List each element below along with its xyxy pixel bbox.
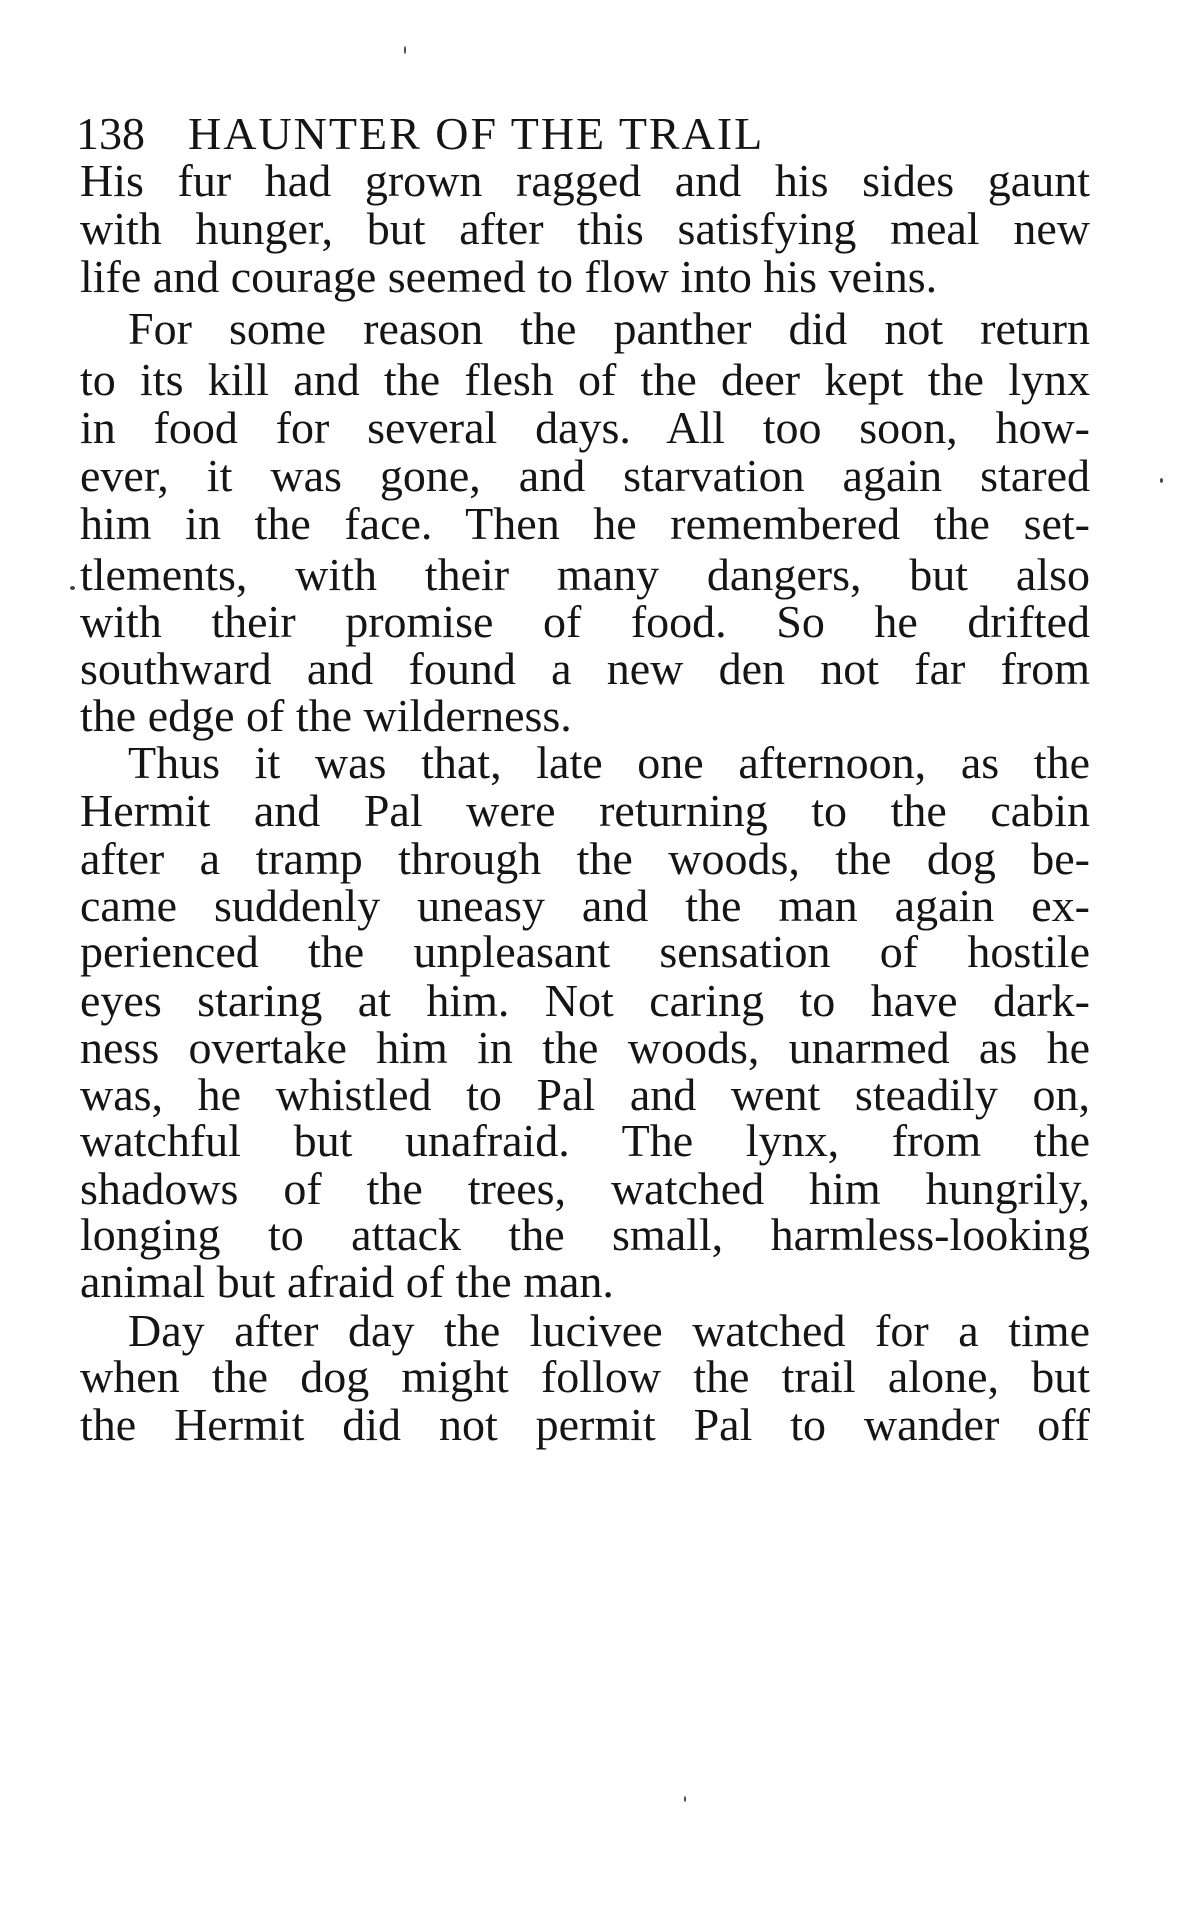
paragraph-first-line: For some reason the panther did not return [128, 303, 1090, 354]
scan-speck [404, 46, 406, 54]
text-line: the edge of the wilderness. [80, 690, 572, 741]
paragraph-first-line: Day after day the lucivee watched for a time [128, 1305, 1090, 1356]
text-line: perienced the unpleasant sensation of hostile [80, 926, 1090, 977]
scan-speck [1160, 478, 1163, 483]
text-line: after a tramp through the woods, the dog be- [80, 833, 1090, 884]
scan-speck [70, 586, 75, 590]
page-number: 138 [76, 108, 145, 159]
text-line: was, he whistled to Pal and went steadily on, [80, 1069, 1090, 1120]
text-line: came suddenly uneasy and the man again ex- [80, 880, 1090, 931]
text-line: ness overtake him in the woods, unarmed as he [80, 1022, 1090, 1073]
text-line: to its kill and the flesh of the deer kept the lynx [80, 354, 1090, 405]
text-line: southward and found a new den not far from [80, 643, 1090, 694]
paragraph-first-line: Thus it was that, late one afternoon, as the [128, 737, 1090, 788]
text-line: animal but afraid of the man. [80, 1256, 614, 1307]
text-line: watchful but unafraid. The lynx, from the [80, 1115, 1090, 1166]
running-title: HAUNTER OF THE TRAIL [188, 108, 765, 159]
text-line: when the dog might follow the trail alone, but [80, 1351, 1090, 1402]
text-line: life and courage seemed to flow into his veins. [80, 251, 938, 302]
text-line: the Hermit did not permit Pal to wander off [80, 1399, 1090, 1450]
text-line: with their promise of food. So he drifted [80, 596, 1090, 647]
text-line: him in the face. Then he remembered the set- [80, 498, 1090, 549]
text-line: longing to attack the small, harmless-looking [80, 1209, 1090, 1260]
text-line: shadows of the trees, watched him hungrily, [80, 1163, 1090, 1214]
text-line: in food for several days. All too soon, how- [80, 402, 1090, 453]
scan-speck [684, 1796, 686, 1802]
text-line: eyes staring at him. Not caring to have dark- [80, 975, 1090, 1026]
text-line: ever, it was gone, and starvation again stared [80, 450, 1090, 501]
text-line: His fur had grown ragged and his sides gaunt [80, 155, 1090, 206]
text-line: tlements, with their many dangers, but also [80, 549, 1090, 600]
text-line: with hunger, but after this satisfying meal new [80, 203, 1090, 254]
text-line: Hermit and Pal were returning to the cabin [80, 785, 1090, 836]
